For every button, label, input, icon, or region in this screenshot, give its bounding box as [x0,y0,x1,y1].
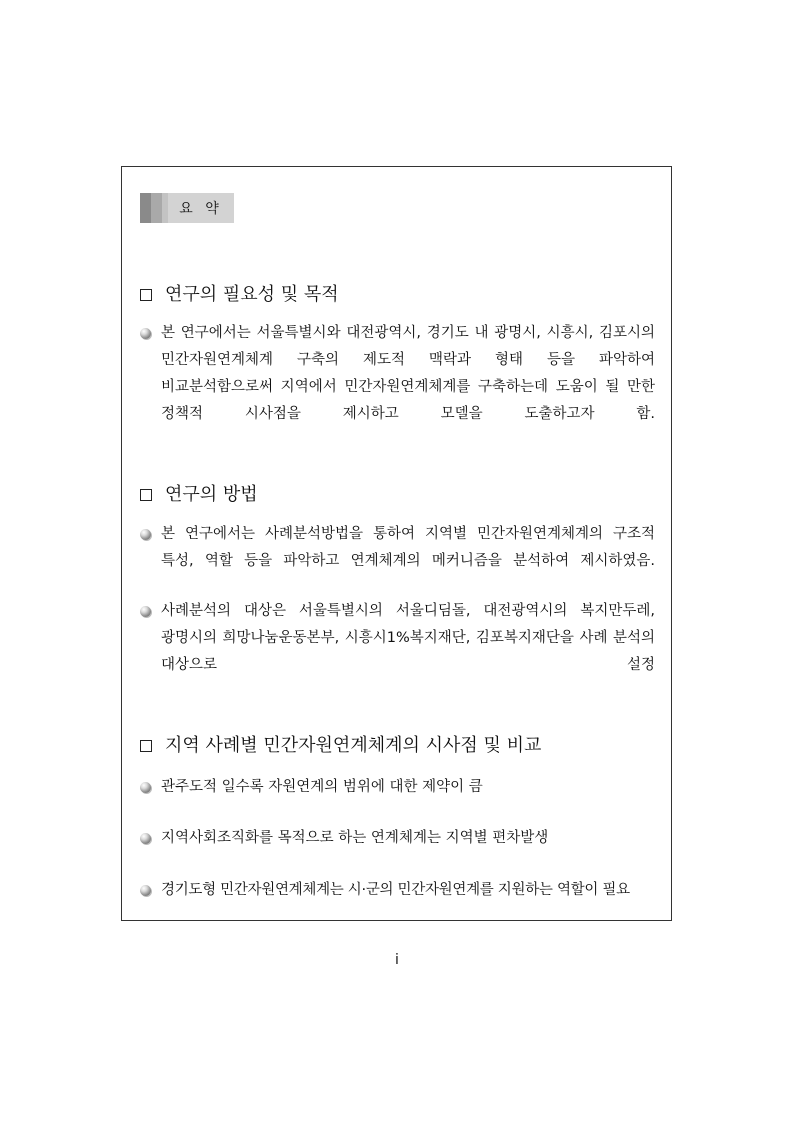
bullet-item [140,320,655,428]
sphere-bullet-icon [140,529,151,540]
section-heading-text: 연구의 필요성 및 목적 [165,284,339,305]
sphere-bullet-icon [140,833,151,844]
summary-box [121,166,672,921]
bullet-item [140,774,655,801]
bullet-text: 경기도형 민간자원연계체계는 시·군의 민간자원연계를 지원하는 역할이 필요 [161,882,630,898]
sphere-bullet-icon [140,606,151,617]
sphere-bullet-icon [140,885,151,896]
empty-square-icon [140,740,152,752]
bullet-text: 관주도적 일수록 자원연계의 범위에 대한 제약이 큼 [161,779,483,795]
bullet-text: 본 연구에서는 서울특별시와 대전광역시, 경기도 내 광명시, 시흥시, 김포시의 민간자원연계체계 구축의 제도적 맥락과 형태 등을 파악하여 비교분석함으로써 지역에서 민간자원연계체계를 구축하는데 도움이 될 만한 정책적 시사점을 제시하고 모델을 도출하고자 함. [161,325,655,422]
section-heading-text: 연구의 방법 [165,484,258,505]
bullet-item [140,598,655,679]
empty-square-icon [140,289,152,301]
tag-stripe [140,193,151,223]
summary-label: 요 약 [168,193,234,223]
bullet-text: 사례분석의 대상은 서울특별시의 서울디딤돌, 대전광역시의 복지만두레, 광명시의 희망나눔운동본부, 시흥시1%복지재단, 김포복지재단을 사례 분석의 대상으로 설정 [161,603,655,673]
page-number: i [395,952,399,968]
bullet-text: 본 연구에서는 사례분석방법을 통하여 지역별 민간자원연계체계의 구조적 특성, 역할 등을 파악하고 연계체계의 메커니즘을 분석하여 제시하였음. [161,526,655,569]
section-heading-comparison [140,734,541,758]
section-heading-method [140,483,258,507]
section-heading-purpose [140,283,339,307]
bullet-item [140,877,655,904]
bullet-item [140,521,655,575]
sphere-bullet-icon [140,328,151,339]
tag-stripe [151,193,162,223]
sphere-bullet-icon [140,782,151,793]
bullet-item [140,825,655,852]
empty-square-icon [140,489,152,501]
summary-tag [140,193,234,223]
section-heading-text: 지역 사례별 민간자원연계체계의 시사점 및 비교 [165,735,542,756]
bullet-text: 지역사회조직화를 목적으로 하는 연계체계는 지역별 편차발생 [161,830,549,846]
